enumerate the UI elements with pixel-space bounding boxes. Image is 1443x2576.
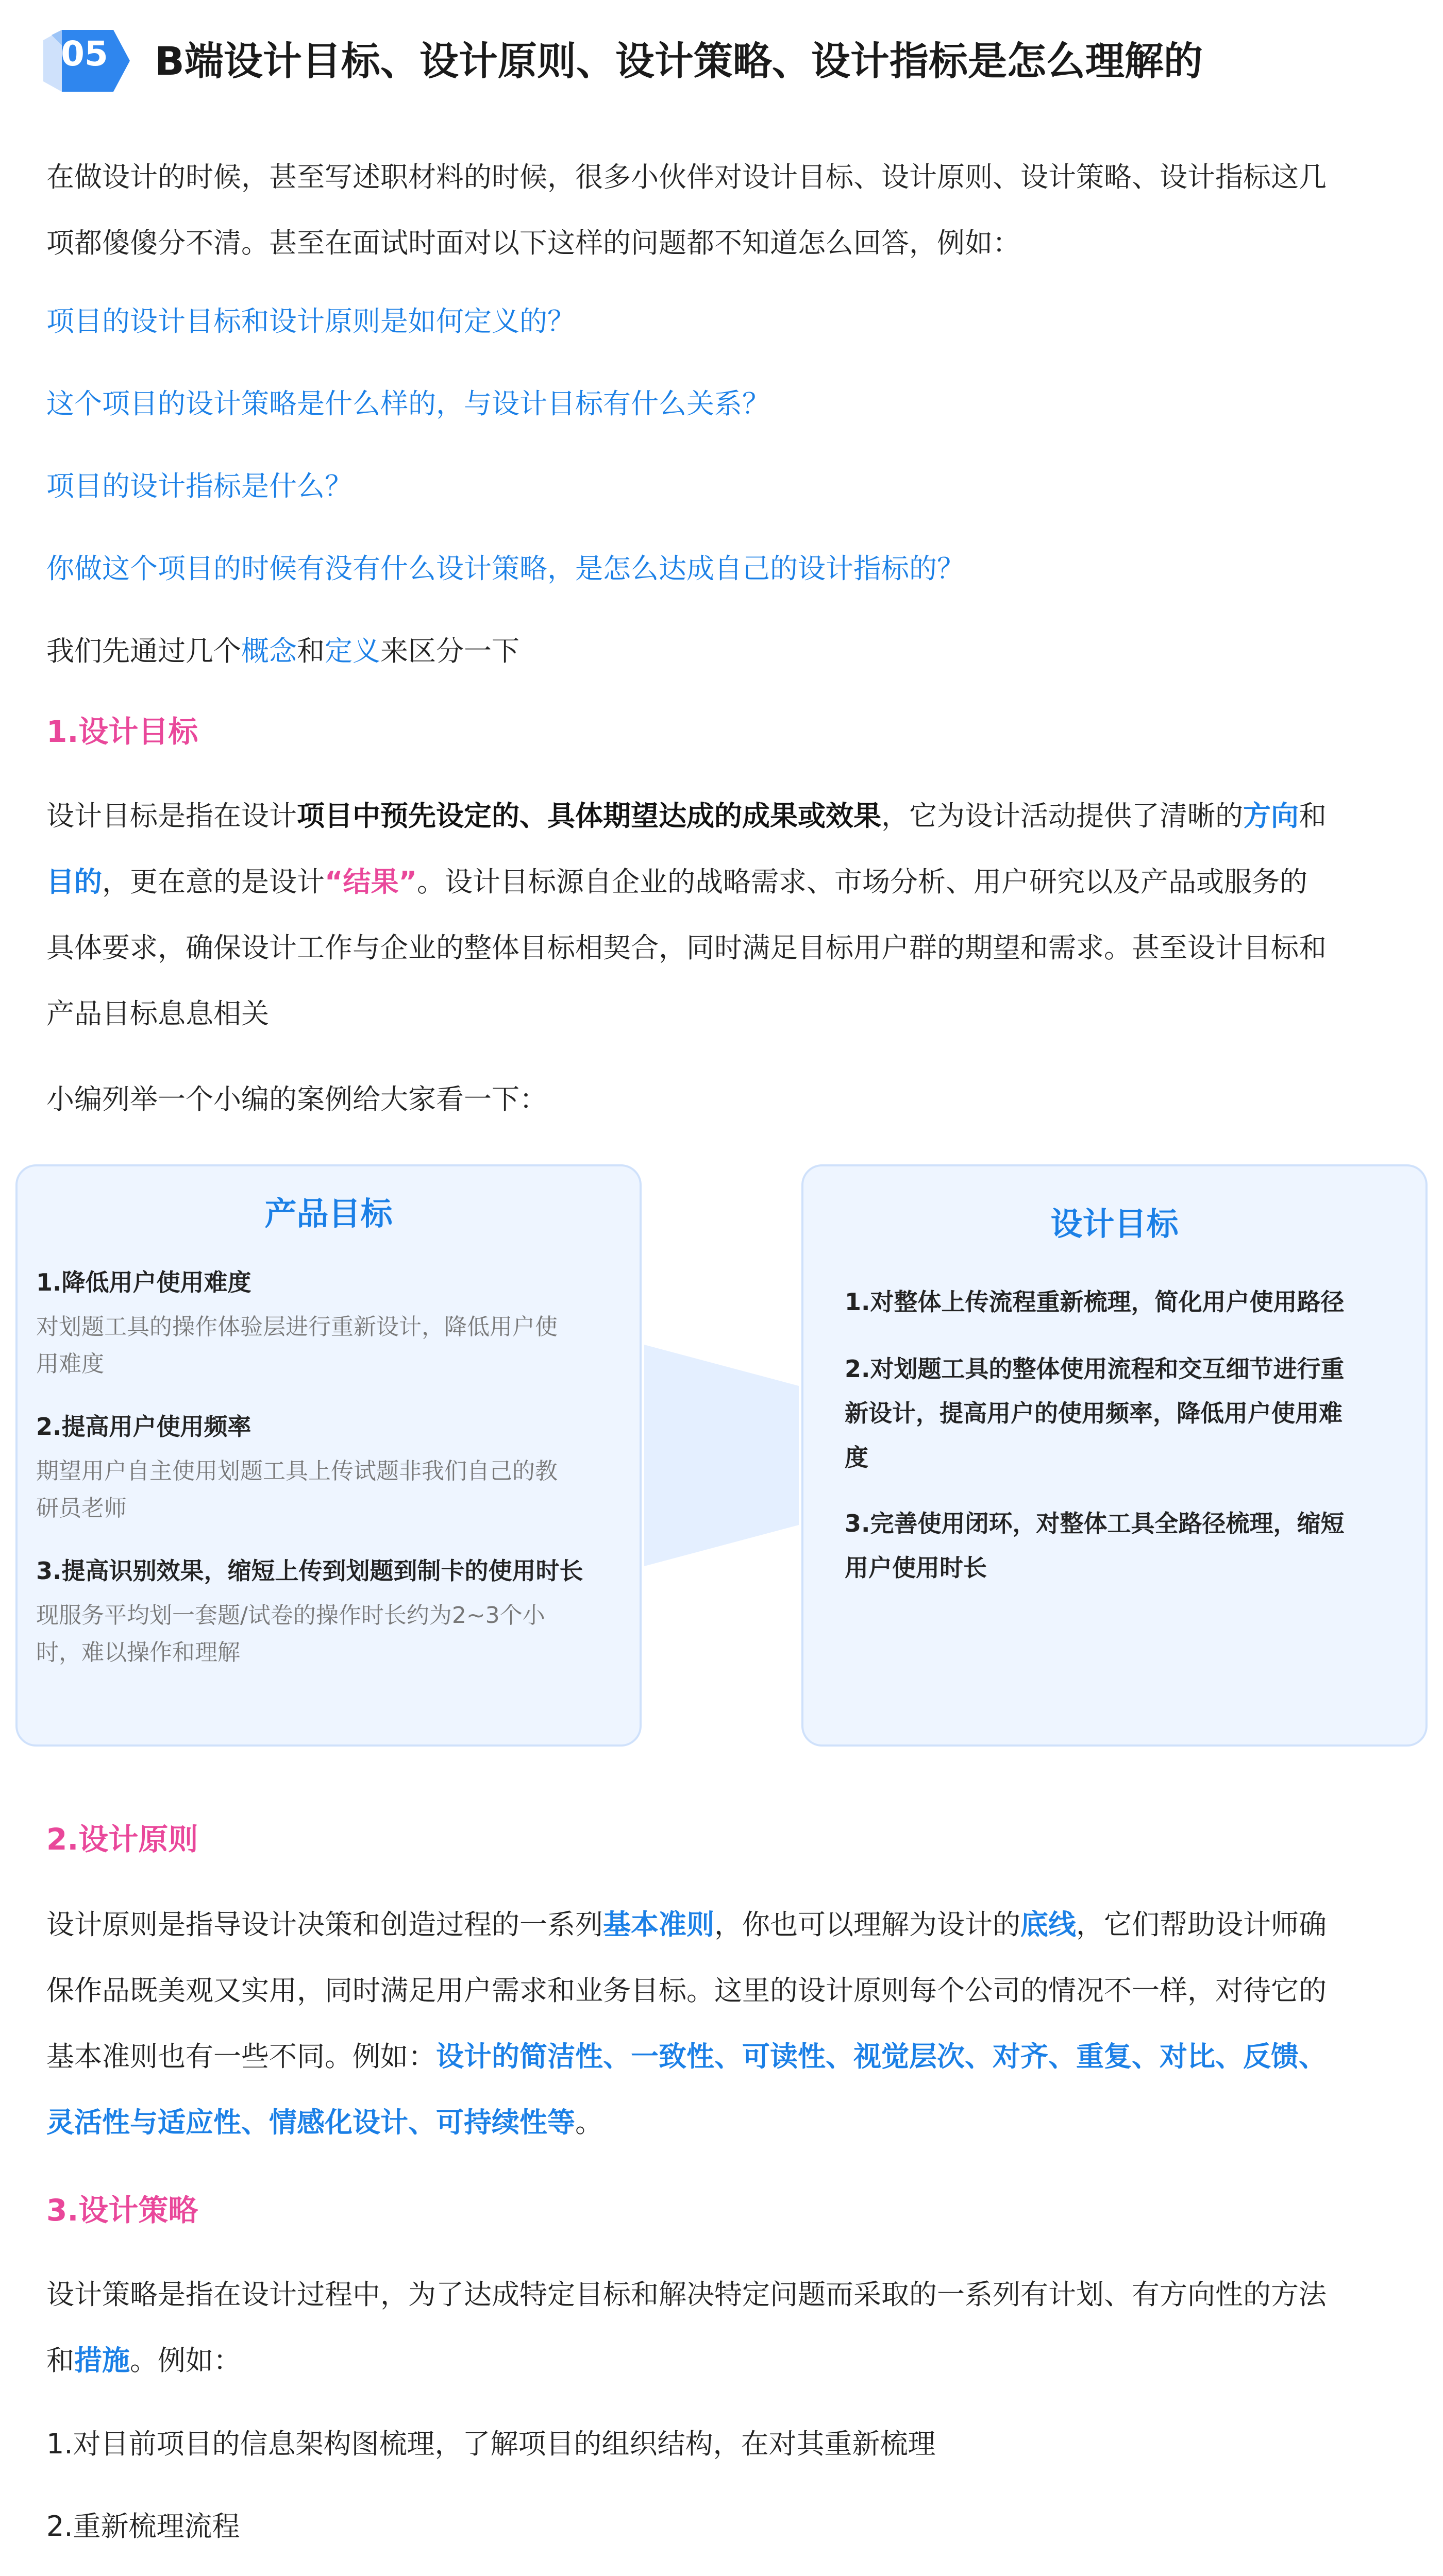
section-number: 05 — [61, 34, 108, 74]
distinguish-line: 我们先通过几个概念和定义来区分一下 — [46, 635, 519, 667]
product-goal-item-1-desc: 对划题工具的操作体验层进行重新设计，降低用户使 — [36, 1314, 558, 1340]
design-goal-card-title: 设计目标 — [1050, 1205, 1179, 1243]
s3-line-1: 设计策略是指在设计过程中，为了达成特定目标和解决特定问题而采取的一系列有计划、有方向性的方法 — [46, 2278, 1327, 2311]
s1-line-3: 具体要求，确保设计工作与企业的整体目标相契合，同时满足目标用户群的期望和需求。甚至设计目标和 — [46, 931, 1327, 964]
product-goal-item-2-title: 2.提高用户使用频率 — [36, 1413, 251, 1440]
product-goal-item-2-desc: 期望用户自主使用划题工具上传试题非我们自己的教 — [36, 1458, 558, 1484]
s3-line-2: 和措施。例如： — [46, 2344, 241, 2377]
s3-item-2: 2.重新梳理流程 — [46, 2510, 240, 2543]
definition-link[interactable]: 定义 — [325, 635, 380, 667]
question-1: 项目的设计目标和设计原则是如何定义的？ — [46, 305, 575, 337]
question-2: 这个项目的设计策略是什么样的，与设计目标有什么关系？ — [46, 387, 770, 420]
section-heading-design-principle: 2.设计原则 — [46, 1822, 198, 1857]
s2-line-3: 基本准则也有一些不同。例如：设计的简洁性、一致性、可读性、视觉层次、对齐、重复、对比、反馈、 — [46, 2040, 1327, 2073]
product-goal-card — [15, 1164, 642, 1747]
design-goal-item-3: 3.完善使用闭环，对整体工具全路径梳理，缩短 — [845, 1510, 1345, 1537]
design-goal-card — [801, 1164, 1428, 1747]
card-connector-arrow-icon — [644, 1345, 799, 1566]
design-goal-item-3-line-2: 用户使用时长 — [845, 1554, 987, 1582]
intro-line-1: 在做设计的时候，甚至写述职材料的时候，很多小伙伴对设计目标、设计原则、设计策略、设计指标这几 — [46, 161, 1327, 193]
product-goal-item-1-title: 1.降低用户使用难度 — [36, 1268, 251, 1296]
section-heading-design-strategy: 3.设计策略 — [46, 2193, 198, 2228]
product-goal-card-title: 产品目标 — [264, 1195, 393, 1232]
s2-line-1: 设计原则是指导设计决策和创造过程的一系列基本准则，你也可以理解为设计的底线，它们帮助设计师确 — [46, 1908, 1327, 1941]
s2-line-2: 保作品既美观又实用，同时满足用户需求和业务目标。这里的设计原则每个公司的情况不一样，对待它的 — [46, 1974, 1327, 2007]
article-header — [0, 0, 1443, 124]
question-4: 你做这个项目的时候有没有什么设计策略，是怎么达成自己的设计指标的？ — [46, 552, 965, 585]
design-goal-item-2-line-3: 度 — [845, 1444, 868, 1471]
s1-line-2: 目的，更在意的是设计“结果”。设计目标源自企业的战略需求、市场分析、用户研究以及产品或服务的 — [46, 866, 1307, 898]
product-goal-item-3-desc: 现服务平均划一套题/试卷的操作时长约为2~3个小 — [36, 1602, 545, 1629]
s2-line-4: 灵活性与适应性、情感化设计、可持续性等。 — [46, 2106, 603, 2139]
page-title: B端设计目标、设计原则、设计策略、设计指标是怎么理解的 — [155, 38, 1203, 84]
design-goal-item-2-line-2: 新设计，提高用户的使用频率，降低用户使用难 — [845, 1399, 1343, 1427]
section-heading-design-goal: 1.设计目标 — [46, 714, 198, 749]
design-goal-item-2: 2.对划题工具的整体使用流程和交互细节进行重 — [845, 1355, 1345, 1383]
product-goal-item-3-desc-2: 时，难以操作和理解 — [36, 1639, 240, 1666]
product-goal-item-1-desc-2: 用难度 — [36, 1351, 104, 1377]
s1-example-intro: 小编列举一个小编的案例给大家看一下： — [46, 1083, 547, 1115]
design-goal-item-1: 1.对整体上传流程重新梳理，简化用户使用路径 — [845, 1288, 1345, 1316]
intro-line-2: 项都傻傻分不清。甚至在面试时面对以下这样的问题都不知道怎么回答，例如： — [46, 227, 1020, 259]
s1-line-4: 产品目标息息相关 — [46, 997, 269, 1030]
concept-link[interactable]: 概念 — [241, 635, 297, 667]
product-goal-item-2-desc-2: 研员老师 — [36, 1495, 127, 1521]
product-goal-item-3-title: 3.提高识别效果，缩短上传到划题到制卡的使用时长 — [36, 1557, 583, 1585]
question-3: 项目的设计指标是什么？ — [46, 470, 353, 502]
s1-line-1: 设计目标是指在设计项目中预先设定的、具体期望达成的成果或效果，它为设计活动提供了清晰的方向和 — [46, 800, 1327, 832]
s3-item-1: 1.对目前项目的信息架构图梳理，了解项目的组织结构，在对其重新梳理 — [46, 2428, 936, 2460]
